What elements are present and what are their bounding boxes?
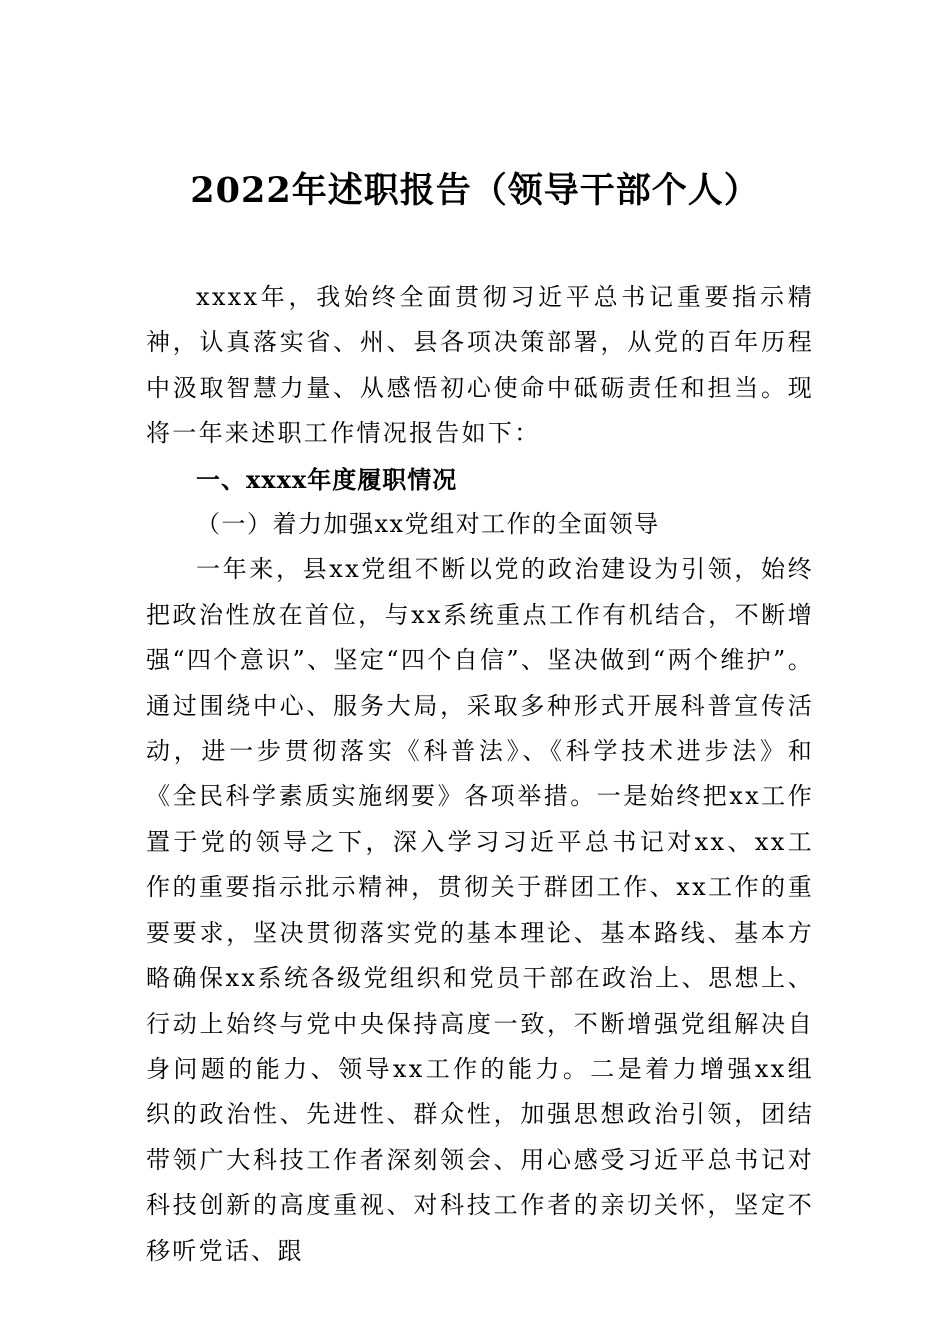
intro-paragraph: xxxx年，我始终全面贯彻习近平总书记重要指示精神，认真落实省、州、县各项决策部署，从党的百年历程中汲取智慧力量、从感悟初心使命中砥砺责任和担当。现将一年来述职工作情况报告如下： (146, 283, 814, 448)
subsection-heading-1: （一）着力加强xx党组对工作的全面领导 (196, 510, 660, 539)
section-heading-1: 一、xxxx年度履职情况 (196, 464, 458, 494)
body-paragraph: 一年来，县xx党组不断以党的政治建设为引领，始终把政治性放在首位，与xx系统重点工作有机结合，不断增强“四个意识”、坚定“四个自信”、坚决做到“两个维护”。通过围绕中心、服务大局，采取多种形式开展科普宣传活动，进一步贯彻落实《科普法》、《科学技术进步法》和《全民科学素质实施纲要》各项举措。一是始终把xx工作置于党的领导之下，深入学习习近平总书记对xx、xx工作的重要指示批示精神，贯彻关于群团工作、xx工作的重要要求，坚决贯彻落实党的基本理论、基本路线、基本方略确保xx系统各级党组织和党员干部在政治上、思想上、行动上始终与党中央保持高度一致，不断增强党组解决自身问题的能力、领导xx工作的能力。二是着力增强xx组织的政治性、先进性、群众性，加强思想政治引领，团结带领广大科技工作者深刻领会、用心感受习近平总书记对科技创新的高度重视、对科技工作者的亲切关怀，坚定不移听党话、跟 (146, 555, 814, 1265)
document-body (146, 275, 814, 1274)
document-title: 2022年述职报告（领导干部个人） (190, 170, 760, 211)
